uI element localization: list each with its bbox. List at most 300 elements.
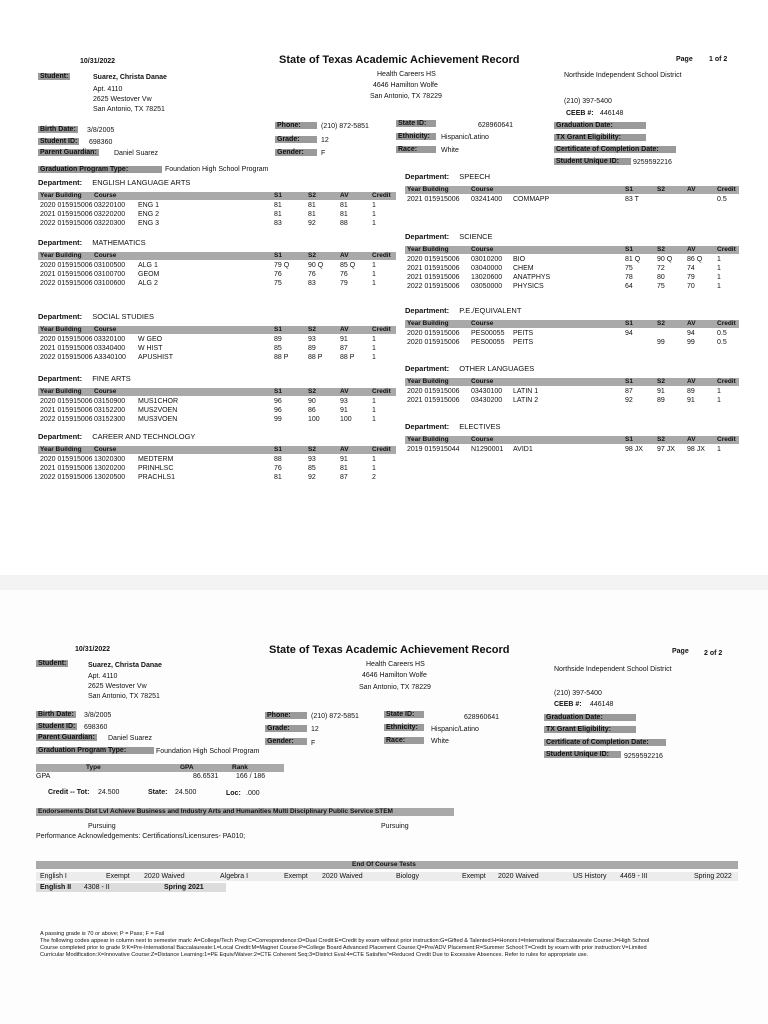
semester2-grade: 88 P	[308, 354, 323, 361]
print-date: 10/31/2022	[80, 58, 116, 65]
course-row	[38, 455, 396, 464]
ceeb-number: 446148	[600, 110, 624, 117]
course-row	[405, 255, 739, 264]
student-label: Student:	[40, 73, 69, 80]
gender-label: Gender:	[275, 149, 317, 156]
credit: 1	[372, 416, 376, 423]
department-name: FINE ARTS	[92, 374, 131, 383]
semester1-grade: 81	[274, 211, 282, 218]
semester1-grade: 83 T	[625, 196, 639, 203]
column-header: S1	[625, 246, 633, 253]
course-name: ANATPHYS	[513, 274, 551, 281]
column-header: AV	[340, 192, 349, 199]
state-id-2: 628960641	[464, 714, 500, 721]
semester2-grade: 97 JX	[657, 446, 675, 453]
column-header: Credit	[717, 246, 736, 253]
performance-acknowledgements: Performance Acknowledgements: Certifications/Licensures- PA010;	[36, 833, 246, 840]
credit-total: 24.500	[98, 789, 120, 796]
district-phone: (210) 397-5400	[564, 98, 612, 105]
eoc-row-2	[36, 883, 226, 892]
column-header: Course	[471, 246, 494, 253]
credit: 1	[372, 456, 376, 463]
semester1-grade: 83	[274, 220, 282, 227]
student-label-2: Student:	[38, 660, 67, 667]
course-year-building: 2021 015915006	[407, 397, 460, 404]
column-header: Course	[471, 378, 494, 385]
column-header: Year Building	[40, 252, 82, 259]
column-header: S1	[274, 326, 282, 333]
average-grade: 79	[340, 280, 348, 287]
course-name: W HIST	[138, 345, 163, 352]
column-header: Credit	[717, 378, 736, 385]
unique-id-2: 9259592216	[624, 753, 663, 760]
column-header: S2	[657, 436, 665, 443]
page-label-2: Page	[672, 648, 689, 655]
credit: 0.5	[717, 339, 727, 346]
codes-note-line1: The following codes appear in column next to semester mark: A=College/Tech Prep:C=Correspondence:D=Dual Credit:E=Credit by exam without prior instruction:G=Gifted & Talented:H=Honors:I=International Baccalaureate Course:J=High School	[40, 938, 650, 944]
department-name: CAREER AND TECHNOLOGY	[92, 432, 196, 441]
grade-value: 12	[321, 137, 329, 144]
column-header: Course	[471, 436, 494, 443]
course-year-building: 2021 015915006	[407, 196, 460, 203]
column-header: AV	[687, 320, 696, 327]
tx-grant-label: TX Grant Eligibility:	[554, 134, 646, 141]
course-code: 03100700	[94, 271, 126, 278]
document-title-2: State of Texas Academic Achievement Record	[269, 644, 510, 656]
column-header: AV	[687, 378, 696, 385]
eoc-test-date: Spring 2022	[694, 873, 732, 880]
gender-value: F	[321, 150, 326, 157]
course-code: A3340100	[94, 354, 126, 361]
course-code: 03340400	[94, 345, 126, 352]
phone-number: (210) 872-5851	[321, 123, 369, 130]
course-row	[405, 445, 739, 454]
course-year-building: 2020 015915006	[40, 336, 93, 343]
document-title: State of Texas Academic Achievement Record	[279, 54, 520, 66]
course-name: MEDTERM	[138, 456, 174, 463]
course-row	[38, 406, 396, 415]
district-phone-2: (210) 397-5400	[554, 690, 602, 697]
course-name: BIO	[513, 256, 526, 263]
semester1-grade: 81 Q	[625, 256, 641, 263]
course-year-building: 2020 015915006	[407, 388, 460, 395]
semester2-grade: 83	[308, 280, 316, 287]
semester1-grade: 98 JX	[625, 446, 643, 453]
eoc-test-name: Biology	[396, 873, 419, 880]
semester1-grade: 79 Q	[274, 262, 290, 269]
student-address-line3-2: San Antonio, TX 78251	[88, 693, 160, 700]
ethnicity-label: Ethnicity:	[396, 133, 436, 140]
course-code: 03010200	[471, 256, 503, 263]
department-name: SPEECH	[459, 172, 491, 181]
course-year-building: 2020 015915006	[407, 256, 460, 263]
eoc-test-name: English I	[40, 873, 67, 880]
column-header: S1	[274, 252, 282, 259]
gender-value-2: F	[311, 740, 316, 747]
course-row	[405, 195, 739, 204]
course-year-building: 2022 015915006	[407, 283, 460, 290]
eoc-test-score: Exempt	[106, 873, 130, 880]
course-year-building: 2020 015915006	[40, 202, 93, 209]
pursuing-dist-lvl: Pursuing	[88, 823, 116, 830]
average-grade: 85 Q	[340, 262, 356, 269]
column-header: AV	[687, 246, 696, 253]
column-header: S2	[657, 320, 665, 327]
semester1-grade: 88	[274, 456, 282, 463]
page-number-2: 2 of 2	[704, 650, 723, 657]
course-code: N1290001	[471, 446, 504, 453]
department-label: Department:	[38, 238, 83, 247]
race-label-2: Race:	[384, 737, 424, 744]
column-header: Credit	[717, 436, 736, 443]
credit-loc-label: Loc:	[226, 790, 241, 797]
semester1-grade: 96	[274, 398, 282, 405]
credit: 1	[717, 274, 721, 281]
department-name: SCIENCE	[459, 232, 493, 241]
average-grade: 81	[340, 211, 348, 218]
semester2-grade: 99	[657, 339, 665, 346]
column-header: S2	[308, 446, 316, 453]
unique-id-label: Student Unique ID:	[554, 158, 631, 165]
semester1-grade: 94	[625, 330, 633, 337]
course-name: APUSHIST	[138, 354, 174, 361]
course-code: 03040000	[471, 265, 503, 272]
department-heading	[405, 422, 500, 431]
course-row	[38, 210, 396, 219]
semester2-grade: 92	[308, 474, 316, 481]
grade-value-2: 12	[311, 726, 319, 733]
school-address1-2: 4646 Hamilton Wolfe	[362, 672, 427, 679]
semester2-grade: 90 Q	[657, 256, 673, 263]
average-grade: 93	[340, 398, 348, 405]
average-grade: 87	[340, 474, 348, 481]
course-name: ENG 3	[138, 220, 160, 227]
column-header: S1	[274, 192, 282, 199]
course-code: 03150900	[94, 398, 126, 405]
column-header: Credit	[372, 326, 391, 333]
credit: 1	[717, 388, 721, 395]
eoc-test-score: Exempt	[462, 873, 486, 880]
semester1-grade: 76	[274, 465, 282, 472]
course-name: LATIN 2	[513, 397, 539, 404]
student-address-line2-2: 2625 Westover Vw	[88, 683, 147, 690]
page-number: 1 of 2	[709, 56, 728, 63]
credit: 0.5	[717, 196, 727, 203]
column-header: S1	[625, 378, 633, 385]
column-header: Course	[94, 326, 117, 333]
column-header: Year Building	[40, 446, 82, 453]
grad-program-2: Foundation High School Program	[156, 748, 260, 755]
course-name: LATIN 1	[513, 388, 539, 395]
school-address2: San Antonio, TX 78229	[370, 93, 442, 100]
gpa-rank-header: Rank	[232, 764, 248, 771]
course-name: PEITS	[513, 339, 534, 346]
department-label: Department:	[405, 232, 450, 241]
course-code: 03220100	[94, 202, 126, 209]
credit: 2	[372, 474, 376, 481]
course-name: AVID1	[513, 446, 533, 453]
student-address-line3: San Antonio, TX 78251	[93, 106, 165, 113]
gender-label-2: Gender:	[265, 738, 307, 745]
gpa-header	[36, 764, 284, 772]
department-label: Department:	[38, 312, 83, 321]
course-table-header	[405, 246, 739, 254]
course-row	[38, 397, 396, 406]
school-name: Health Careers HS	[377, 71, 436, 78]
column-header: Credit	[372, 446, 391, 453]
course-year-building: 2022 015915006	[40, 474, 93, 481]
average-grade: 86 Q	[687, 256, 703, 263]
school-address2-2: San Antonio, TX 78229	[359, 684, 431, 691]
phone-number-2: (210) 872-5851	[311, 713, 359, 720]
course-name: COMMAPP	[513, 196, 550, 203]
credit: 1	[372, 220, 376, 227]
course-year-building: 2021 015915006	[407, 265, 460, 272]
semester2-grade: 86	[308, 407, 316, 414]
gpa-type-header: Type	[86, 764, 101, 771]
column-header: Course	[94, 252, 117, 259]
average-grade: 81	[340, 202, 348, 209]
print-date-2: 10/31/2022	[75, 646, 111, 653]
average-grade: 94	[687, 330, 695, 337]
department-name: ELECTIVES	[459, 422, 501, 431]
phone-label-2: Phone:	[265, 712, 307, 719]
course-code: 03241400	[471, 196, 503, 203]
credit: 1	[372, 262, 376, 269]
state-id-label-2: State ID:	[384, 711, 424, 718]
tx-grant-label-2: TX Grant Eligibility:	[544, 726, 636, 733]
credit: 1	[372, 407, 376, 414]
department-heading	[38, 374, 131, 383]
course-year-building: 2021 015915006	[40, 407, 93, 414]
course-year-building: 2020 015915006	[407, 330, 460, 337]
course-table-header	[38, 446, 396, 454]
credit: 1	[717, 256, 721, 263]
average-grade: 98 JX	[687, 446, 705, 453]
average-grade: 89	[687, 388, 695, 395]
course-name: PHYSICS	[513, 283, 544, 290]
semester1-grade: 81	[274, 474, 282, 481]
gpa-type: GPA	[36, 773, 51, 780]
course-row	[405, 387, 739, 396]
course-year-building: 2020 015915006	[40, 456, 93, 463]
semester2-grade: 92	[308, 220, 316, 227]
column-header: S1	[274, 446, 282, 453]
course-code: 13020500	[94, 474, 126, 481]
course-year-building: 2022 015915006	[40, 416, 93, 423]
credit: 1	[717, 283, 721, 290]
course-name: PRINHLSC	[138, 465, 174, 472]
course-year-building: 2020 015915006	[40, 398, 93, 405]
credit: 1	[372, 280, 376, 287]
column-header: Year Building	[407, 246, 449, 253]
course-code: PES00055	[471, 339, 505, 346]
ethnicity-value: Hispanic/Latino	[441, 134, 489, 141]
course-row	[38, 201, 396, 210]
course-table-header	[405, 378, 739, 386]
average-grade: 91	[340, 336, 348, 343]
passing-grade-note: A passing grade is 70 or above; P = Pass; F = Fail	[40, 931, 165, 937]
semester1-grade: 92	[625, 397, 633, 404]
grade-label-2: Grade:	[265, 725, 307, 732]
semester1-grade: 75	[625, 265, 633, 272]
gpa-value: 86.6531	[193, 773, 219, 780]
column-header: Credit	[372, 388, 391, 395]
birth-date-2: 3/8/2005	[84, 712, 112, 719]
course-table-header	[405, 186, 739, 194]
course-name: GEOM	[138, 271, 160, 278]
eoc-test-score: 4308 - II	[84, 884, 110, 891]
column-header: S1	[625, 186, 633, 193]
average-grade: 76	[340, 271, 348, 278]
column-header: S2	[308, 326, 316, 333]
race-label: Race:	[396, 146, 436, 153]
column-header: S1	[274, 388, 282, 395]
average-grade: 99	[687, 339, 695, 346]
course-table-header	[38, 326, 396, 334]
guardian-name-2: Daniel Suarez	[108, 735, 152, 742]
course-row	[38, 261, 396, 270]
course-year-building: 2020 015915006	[407, 339, 460, 346]
column-header: Year Building	[40, 192, 82, 199]
endorsements-header	[36, 808, 454, 816]
student-id-label: Student ID:	[40, 138, 78, 145]
department-name: ENGLISH LANGUAGE ARTS	[92, 178, 191, 187]
department-heading	[38, 178, 190, 187]
semester1-grade: 89	[274, 336, 282, 343]
average-grade: 91	[340, 456, 348, 463]
course-row	[38, 415, 396, 424]
department-heading	[38, 238, 146, 247]
school-address1: 4646 Hamilton Wolfe	[373, 82, 438, 89]
column-header: Credit	[372, 252, 391, 259]
average-grade: 81	[340, 465, 348, 472]
course-row	[38, 464, 396, 473]
course-name: MUS3VOEN	[138, 416, 178, 423]
average-grade: 91	[687, 397, 695, 404]
eoc-test-date: 2020 Waived	[322, 873, 363, 880]
graduation-date-label-2: Graduation Date:	[544, 714, 636, 721]
average-grade: 74	[687, 265, 695, 272]
course-code: 03100500	[94, 262, 126, 269]
semester2-grade: 72	[657, 265, 665, 272]
birth-date: 3/8/2005	[87, 127, 115, 134]
semester2-grade: 85	[308, 465, 316, 472]
eoc-header	[36, 861, 738, 869]
credit: 1	[717, 397, 721, 404]
guardian-name: Daniel Suarez	[114, 150, 158, 157]
course-row	[38, 279, 396, 288]
department-heading	[38, 432, 195, 441]
student-name: Suarez, Christa Danae	[93, 74, 167, 81]
course-year-building: 2022 015915006	[40, 354, 93, 361]
column-header: S2	[657, 246, 665, 253]
column-header: AV	[340, 326, 349, 333]
column-header: Course	[471, 186, 494, 193]
credit: 1	[717, 446, 721, 453]
course-name: W GEO	[138, 336, 163, 343]
credit: 1	[372, 202, 376, 209]
grad-program-label: Graduation Program Type:	[38, 166, 162, 173]
column-header: Year Building	[407, 320, 449, 327]
credit: 1	[372, 465, 376, 472]
department-heading	[405, 306, 521, 315]
average-grade: 100	[340, 416, 352, 423]
course-row	[405, 338, 739, 347]
department-name: OTHER LANGUAGES	[459, 364, 535, 373]
column-header: S2	[657, 378, 665, 385]
eoc-test-name: Algebra I	[220, 873, 249, 880]
column-header: Course	[471, 320, 494, 327]
department-heading	[38, 312, 154, 321]
grad-program: Foundation High School Program	[165, 166, 269, 173]
column-header: Year Building	[40, 388, 82, 395]
unique-id-label-2: Student Unique ID:	[544, 751, 621, 758]
course-year-building: 2022 015915006	[40, 280, 93, 287]
credit: 1	[372, 211, 376, 218]
student-id-2: 698360	[84, 724, 108, 731]
grade-label: Grade:	[275, 136, 317, 143]
column-header: Year Building	[407, 186, 449, 193]
course-code: 03220300	[94, 220, 126, 227]
unique-id: 9259592216	[633, 159, 672, 166]
semester2-grade: 90	[308, 398, 316, 405]
ceeb-label: CEEB #:	[566, 110, 594, 117]
column-header: AV	[687, 186, 696, 193]
course-name: ALG 2	[138, 280, 158, 287]
course-year-building: 2019 015915044	[407, 446, 460, 453]
credit: 1	[372, 354, 376, 361]
guardian-label-2: Parent Guardian:	[38, 734, 95, 741]
eoc-test-score: 4469 - III	[620, 873, 648, 880]
student-address-line1-2: Apt. 4110	[88, 673, 118, 680]
codes-note-line2: Course completed prior to grade 9:K=Pre-International Baccalaureate:L=Local Credit:M=Magnet Course:P=College Board Advanced Placement Course:Q=Pre/ADV Placement:R=Summer School:T=Credit by exam with prior instruction:V=Limited	[40, 945, 647, 951]
column-header: S1	[625, 320, 633, 327]
semester2-grade: 89	[308, 345, 316, 352]
course-code: 03320100	[94, 336, 126, 343]
district-name-2: Northside Independent School District	[554, 666, 672, 673]
credit-loc: .000	[246, 790, 260, 797]
birth-date-label-2: Birth Date:	[38, 711, 74, 718]
race-value: White	[441, 147, 459, 154]
semester1-grade: 78	[625, 274, 633, 281]
department-name: MATHEMATICS	[92, 238, 146, 247]
course-code: 13020600	[471, 274, 503, 281]
student-id: 698360	[89, 139, 113, 146]
course-code: 13020200	[94, 465, 126, 472]
course-row	[38, 335, 396, 344]
eoc-header-text: End Of Course Tests	[352, 861, 416, 868]
department-label: Department:	[405, 364, 450, 373]
gpa-rank: 166 / 186	[236, 773, 266, 780]
column-header: Credit	[717, 320, 736, 327]
semester2-grade: 90 Q	[308, 262, 324, 269]
semester1-grade: 85	[274, 345, 282, 352]
ceeb-label-2: CEEB #:	[554, 701, 582, 708]
course-table-header	[405, 320, 739, 328]
course-table-header	[38, 192, 396, 200]
eoc-test-score: Exempt	[284, 873, 308, 880]
codes-note-line3: Curricular Modification:X=Innovative Course:Z=Distance Learning:1=PE Equiv/Waiver:2=CTE Coherent Seq:3=District Eval:4=CTE Satisfies"=Reduced Credit Due to Excessive Absences. Refer to rules for appropriate use.	[40, 952, 589, 958]
column-header: Credit	[372, 192, 391, 199]
ethnicity-value-2: Hispanic/Latino	[431, 726, 479, 733]
credit: 1	[372, 398, 376, 405]
state-id-label: State ID:	[396, 120, 436, 127]
certificate-label-2: Certificate of Completion Date:	[544, 739, 666, 746]
department-heading	[405, 364, 534, 373]
credit: 1	[372, 345, 376, 352]
course-year-building: 2022 015915006	[40, 220, 93, 227]
